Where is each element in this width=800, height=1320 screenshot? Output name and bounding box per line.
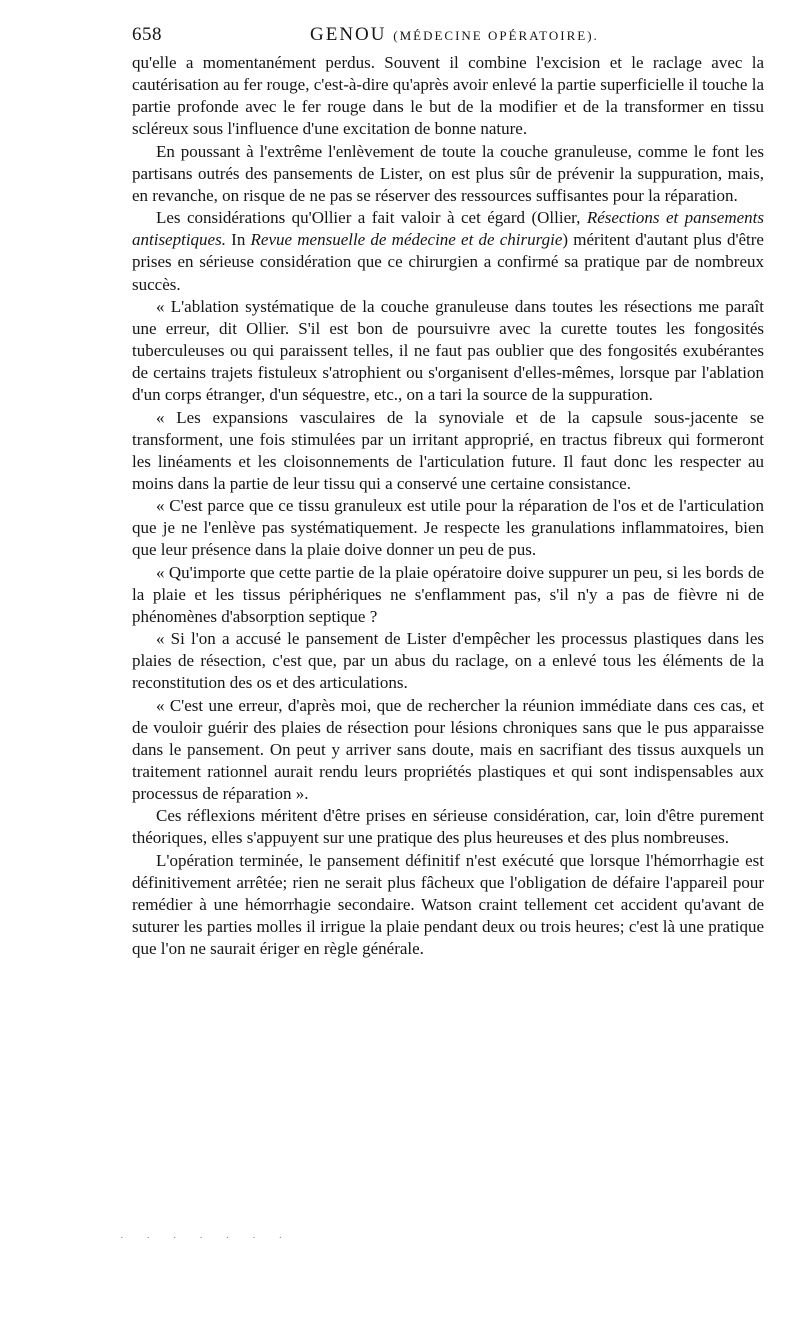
paragraph-3-text-before: Les considérations qu'Ollier a fait valoir à cet égard (Ollier,	[156, 208, 587, 228]
paragraph-11: L'opération terminée, le pansement définitif n'est exécuté que lorsque l'hémorrhagie est définitivement arrêtée; rien ne serait plus fâcheux que l'obligation de défaire l'appareil pour remédier à une hémorrhagie secondaire. Watson craint tellement cet accident qu'avant de suturer les parties molles il irrigue la plaie pendant deux ou trois heures; c'est là une pratique que l'on ne saurait ériger en règle générale.	[132, 850, 764, 959]
header-title	[310, 22, 599, 49]
header-subtitle: (MÉDECINE OPÉRATOIRE).	[393, 28, 599, 43]
paragraph-8: « Si l'on a accusé le pansement de Lister d'empêcher les processus plastiques dans les plaies de résection, c'est que, par un abus du raclage, on a enlevé tous les éléments de la reconstitution des os et des articulations.	[132, 629, 764, 693]
paragraph-3	[132, 207, 764, 296]
paragraph-7: « Qu'importe que cette partie de la plaie opératoire doive suppurer un peu, si les bords de la plaie et les tissus périphériques ne s'enflamment pas, s'il n'y a pas de fièvre ni de phénomènes d'absorption septique ?	[132, 562, 764, 626]
page-footer-mark: · · · · · · ·	[120, 1232, 293, 1244]
paragraph-2: En poussant à l'extrême l'enlèvement de toute la couche granuleuse, comme le font les partisans outrés des pansements de Lister, on est plus sûr de prévenir la suppuration, mais, en revanche, on risque de ne pas se réserver des ressources suffisantes pour la réparation.	[132, 141, 764, 205]
running-head	[132, 22, 764, 48]
paragraph-3-italic-title: Résections et pansements antiseptiques.	[132, 208, 764, 250]
paragraph-3-text-middle: In	[225, 230, 251, 250]
paragraph-3-italic-journal: Revue mensuelle de médecine et de chirurgie	[250, 230, 563, 250]
paragraph-6: « C'est parce que ce tissu granuleux est utile pour la réparation de l'os et de l'articulation que je ne l'enlève pas systématiquement. Je respecte les granulations inflammatoires, bien que leur présence dans la plaie doive donner un peu de pus.	[132, 496, 764, 560]
paragraph-4: « L'ablation systématique de la couche granuleuse dans toutes les résections me paraît une erreur, dit Ollier. S'il est bon de poursuivre avec la curette toutes les fongosités tuberculeuses ou qui paraissent telles, il ne faut pas oublier que des fongosités exubérantes de certains trajets fistuleux s'atrophient ou s'organisent d'elles-mêmes, lorsque par l'ablation d'un corps étranger, d'un séquestre, etc., on a tari la source de la suppuration.	[132, 296, 764, 405]
header-title-main: GENOU	[310, 24, 387, 45]
paragraph-1: qu'elle a momentanément perdus. Souvent il combine l'excision et le raclage avec la cautérisation au fer rouge, c'est-à-dire qu'après avoir enlevé la partie superficielle il touche la partie profonde avec le fer rouge dans le but de la modifier et de la transformer en tissu scléreux sous l'influence d'une excitation de bonne nature.	[132, 53, 764, 139]
paragraph-9: « C'est une erreur, d'après moi, que de rechercher la réunion immédiate dans ces cas, et de vouloir guérir des plaies de résection pour lésions chroniques sans que le pus apparaisse dans le pansement. On peut y arriver sans doute, mais en sacrifiant des tissus auxquels un traitement rationnel aurait rendu leurs propriétés plastiques et qui sont indispensables aux processus de réparation ».	[132, 695, 764, 804]
paragraph-3-text-after: ) méritent d'autant plus d'être prises en sérieuse considération que ce chirurgien a confirmé sa pratique par de nombreux succès.	[132, 230, 764, 294]
paragraph-10: Ces réflexions méritent d'être prises en sérieuse considération, car, loin d'être purement théoriques, elles s'appuyent sur une pratique des plus heureuses et des plus nombreuses.	[132, 806, 764, 848]
page-body	[132, 52, 764, 960]
page-number: 658	[132, 24, 162, 45]
paragraph-5: « Les expansions vasculaires de la synoviale et de la capsule sous-jacente se transforment, une fois stimulées par un irritant approprié, en tractus fibreux qui formeront les linéaments et les cloisonnements de l'articulation future. Il faut donc les respecter au moins dans la partie de leur tissu qui a conservé une certaine consistance.	[132, 407, 764, 493]
